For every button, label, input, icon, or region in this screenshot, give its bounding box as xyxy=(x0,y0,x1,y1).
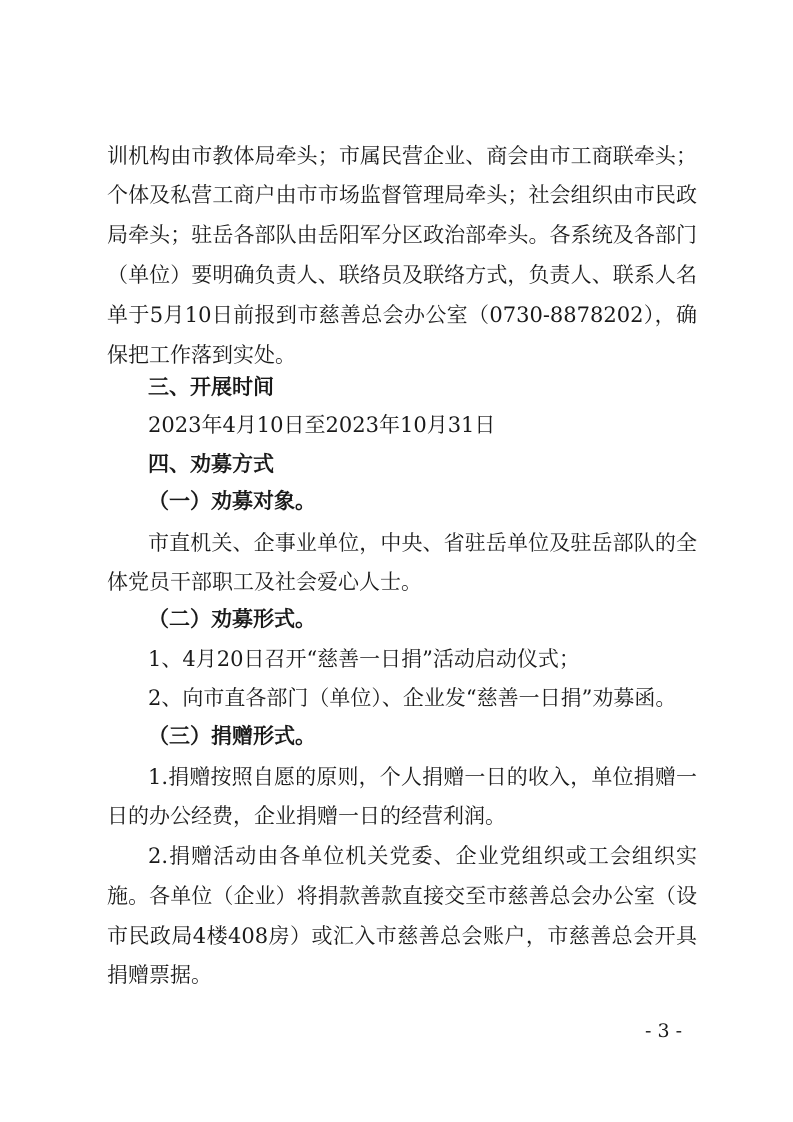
paragraph-line: 训机构由市教体局牵头；市属民营企业、商会由市工商联牵头； xyxy=(107,144,697,168)
section-heading-method: 四、劝募方式 xyxy=(148,452,274,476)
list-item: 2、向市直各部门（单位）、企业发“慈善一日捐”劝募函。 xyxy=(148,686,677,710)
paragraph-line: 日的办公经费，企业捐赠一日的经营利润。 xyxy=(107,804,506,828)
section-heading-schedule: 三、开展时间 xyxy=(148,375,274,399)
subsection-heading-targets: （一）劝募对象。 xyxy=(148,488,316,513)
paragraph-line: 个体及私营工商户由市市场监督管理局牵头；社会组织由市民政 xyxy=(107,183,697,207)
page-number: - 3 - xyxy=(645,1020,683,1042)
paragraph-line: （单位）要明确负责人、联络员及联络方式，负责人、联系人名 xyxy=(107,263,697,287)
paragraph-line: 2.捐赠活动由各单位机关党委、企业党组织或工会组织实 xyxy=(148,844,697,868)
paragraph-line: 体党员干部职工及社会爱心人士。 xyxy=(107,570,422,594)
paragraph-line: 1.捐赠按照自愿的原则，个人捐赠一日的收入，单位捐赠一 xyxy=(148,765,697,789)
paragraph-line: 捐赠票据。 xyxy=(107,963,212,987)
paragraph-line: 市直机关、企事业单位，中央、省驻岳单位及驻岳部队的全 xyxy=(148,531,697,555)
paragraph-line: 施。各单位（企业）将捐款善款直接交至市慈善总会办公室（设 xyxy=(107,884,697,908)
paragraph-line: 局牵头；驻岳各部队由岳阳军分区政治部牵头。各系统及各部门 xyxy=(107,223,697,247)
paragraph-line: 单于5月10日前报到市慈善总会办公室（0730-8878202），确 xyxy=(107,303,697,327)
subsection-heading-donation: （三）捐赠形式。 xyxy=(148,723,316,748)
schedule-text: 2023年4月10日至2023年10月31日 xyxy=(148,413,496,437)
paragraph-line: 保把工作落到实处。 xyxy=(107,343,296,367)
paragraph-line: 市民政局4楼408房）或汇入市慈善总会账户，市慈善总会开具 xyxy=(107,924,697,948)
list-item: 1、4月20日召开“慈善一日捐”活动启动仪式； xyxy=(148,647,580,671)
subsection-heading-forms: （二）劝募形式。 xyxy=(148,606,316,631)
